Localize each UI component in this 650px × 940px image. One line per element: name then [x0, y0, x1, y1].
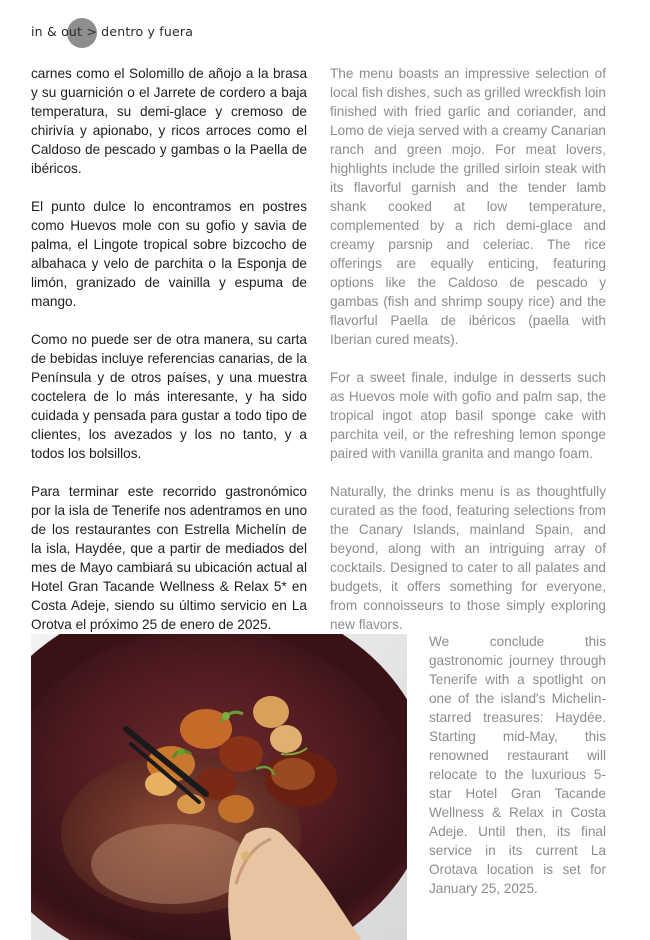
- breadcrumb: in & out > dentro y fuera: [31, 24, 194, 39]
- paragraph: The menu boasts an impressive selection of local fish dishes, such as grilled wreckfish loin finished with fried garlic and coriander, and Lomo de vieja served with a creamy Canarian ranch and green mojo. For meat lovers, highlights include the grilled sirloin steak with its flavorful garnish and the tender lamb shank cooked at low temperature, complemented by a rich demi-glace and creamy parsnip and celeriac. The rice offerings are equally enticing, featuring options like the Caldoso de pescado y gambas (fish and shrimp soupy rice) and the flavorful Paella de ibéricos (paella with Iberian cured meats).: [330, 66, 606, 347]
- paragraph: We conclude this gastronomic journey through Tenerife with a spotlight on one of the island's Michelin-starred treasures: Haydée. Starting mid-May, this renowned restaurant will relocate to the luxurious 5-star Hotel Gran Tacande Wellness & Relax in Costa Adeje. Until then, its final service in its current La Orotava location is set for January 25, 2025.: [429, 634, 606, 896]
- paragraph: El punto dulce lo encontramos en postres como Huevos mole con su gofio y savia de palma, el Lingote tropical sobre bizcocho de albahaca y velo de parchita o la Esponja de limón, granizado de vainilla y espuma de mango.: [31, 199, 307, 309]
- spanish-text-column: [31, 64, 307, 653]
- english-text-column: [330, 64, 606, 653]
- paragraph: For a sweet finale, indulge in desserts such as Huevos mole with gofio and palm sap, the tropical ingot atop basil sponge cake with parchita veil, or the refreshing lemon sponge paired with vanilla granita and mango foam.: [330, 370, 606, 461]
- paragraph: carnes como el Solomillo de añojo a la brasa y su guarnición o el Jarrete de cordero a baja temperatura, su demi-glace y cremoso de chirivía y apionabo, y ricos arroces como el Caldoso de pescado y gambas o la Paella de ibéricos.: [31, 66, 307, 176]
- english-text-continuation: [429, 632, 606, 898]
- paragraph: Como no puede ser de otra manera, su carta de bebidas incluye referencias canarias, de la Península y de otros países, y una muestra coctelera de lo más interesante, y ha sido cuidada y pensada para gustar a todo tipo de clientes, los avezados y los no tanto, y a todos los bolsillos.: [31, 332, 307, 461]
- paragraph: Naturally, the drinks menu is as thoughtfully curated as the food, featuring selections from the Canary Islands, mainland Spain, and beyond, along with an intriguing array of cocktails. Designed to cater to all palates and budgets, it offers something for everyone, from connoisseurs to those simply exploring new flavors.: [330, 484, 606, 632]
- paragraph: Para terminar este recorrido gastronómico por la isla de Tenerife nos adentramos en uno de los restaurantes con Estrella Michelín de la isla, Haydée, que a partir de mediados del mes de Mayo cambiará su ubicación actual al Hotel Gran Tacande Wellness & Relax 5* en Costa Adeje, siendo su último servicio en La Orotva el próximo 25 de enero de 2025.: [31, 484, 307, 632]
- dish-photo: [31, 634, 407, 940]
